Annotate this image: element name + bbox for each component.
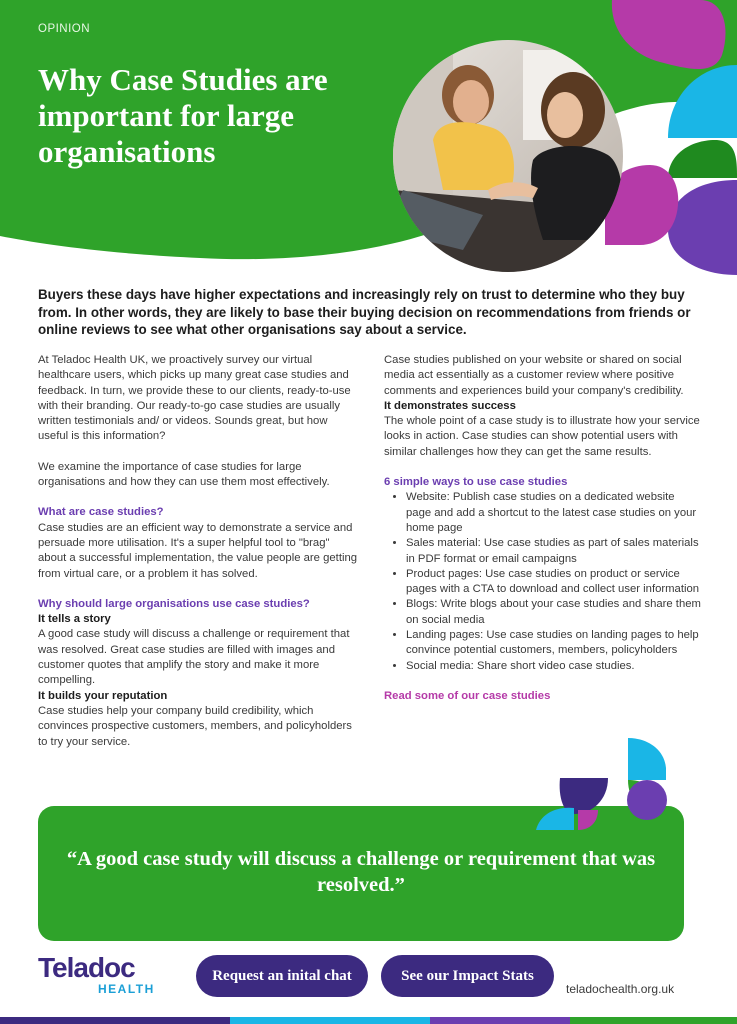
page-title: Why Case Studies are important for large organisations (38, 62, 328, 169)
ways-list (384, 490, 702, 674)
list-item: • Social media: Share short video case studies. (406, 659, 702, 674)
impact-stats-button[interactable]: See our Impact Stats (381, 955, 554, 997)
decorative-shapes (536, 738, 676, 830)
list-item: • Website: Publish case studies on a dedicated website page and add a shortcut to the latest case studies on your home page (406, 490, 702, 536)
request-chat-button[interactable]: Request an inital chat (196, 955, 368, 997)
article-kicker: OPINION (38, 23, 91, 35)
logo-subtext: HEALTH (98, 982, 155, 996)
list-item: • Blogs: Write blogs about your case studies and share them on social media (406, 597, 702, 628)
intro-paragraph: At Teladoc Health UK, we proactively survey our virtual healthcare users, which picks up many great case studies and feedback. In turn, we provide these to our clients, ready-to-use with their branding. Our ready-to-go case studies are usually written testimonials and/ or videos. Sounds great, but how useful is this information? (38, 354, 351, 443)
right-column (384, 353, 702, 704)
intro-paragraph: We examine the importance of case studies for large organisations and how they can use them most effectively. (38, 460, 330, 489)
subheading: It tells a story (38, 613, 111, 626)
teladoc-health-logo (38, 954, 155, 996)
section-body: A good case study will discuss a challenge or requirement that was resolved. Great case studies are filled with images and customer quotes that amplify the story and make it more compelling. (38, 628, 350, 687)
section-heading: What are case studies? (38, 506, 164, 519)
left-column (38, 353, 358, 750)
lead-paragraph: Buyers these days have higher expectations and increasingly rely on trust to determine who they buy from. In other words, they are likely to base their buying decision on recommendations from friends or online reviews to see what other organisations say about a service. (38, 287, 691, 338)
section-heading: Why should large organisations use case studies? (38, 597, 310, 610)
read-case-studies-link[interactable]: Read some of our case studies (384, 689, 551, 702)
subheading: It builds your reputation (38, 689, 168, 702)
section-body: Case studies are an efficient way to demonstrate a service and persuade more utilisation. It's a super helpful tool to "brag" about a successful implementation, the value people are getting from virtual care, or a problem it has solved. (38, 521, 358, 580)
section-body: The whole point of a case study is to illustrate how your service looks in action. Case studies can show potential users with similar challenges how they can get the same results. (384, 415, 700, 458)
section-body: Case studies published on your website or shared on social media act essentially as a customer review where positive comments and experiences build your company's credibility. (384, 354, 684, 397)
section-body: Case studies help your company build credibility, which convinces prospective customers, members, and policyholders to try your service. (38, 704, 352, 748)
logo-wordmark: Teladoc (38, 952, 135, 983)
violet-circle-shape (668, 180, 737, 275)
website-link[interactable]: teladochealth.org.uk (566, 982, 675, 996)
pull-quote: “A good case study will discuss a challenge or requirement that was resolved.” (66, 848, 656, 896)
list-item: • Product pages: Use case studies on product or service pages with a CTA to download and collect user information (406, 567, 702, 598)
bottom-color-bar (0, 1017, 737, 1024)
section-heading: 6 simple ways to use case studies (384, 476, 568, 489)
list-item: • Sales material: Use case studies as part of sales materials in PDF format or email campaigns (406, 536, 702, 567)
hero-photo (393, 40, 623, 272)
darkgreen-half-circle-shape (668, 140, 737, 178)
subheading: It demonstrates success (384, 399, 516, 412)
list-item: • Landing pages: Use case studies on landing pages to help convince potential customers, members, policyholders (406, 628, 702, 659)
